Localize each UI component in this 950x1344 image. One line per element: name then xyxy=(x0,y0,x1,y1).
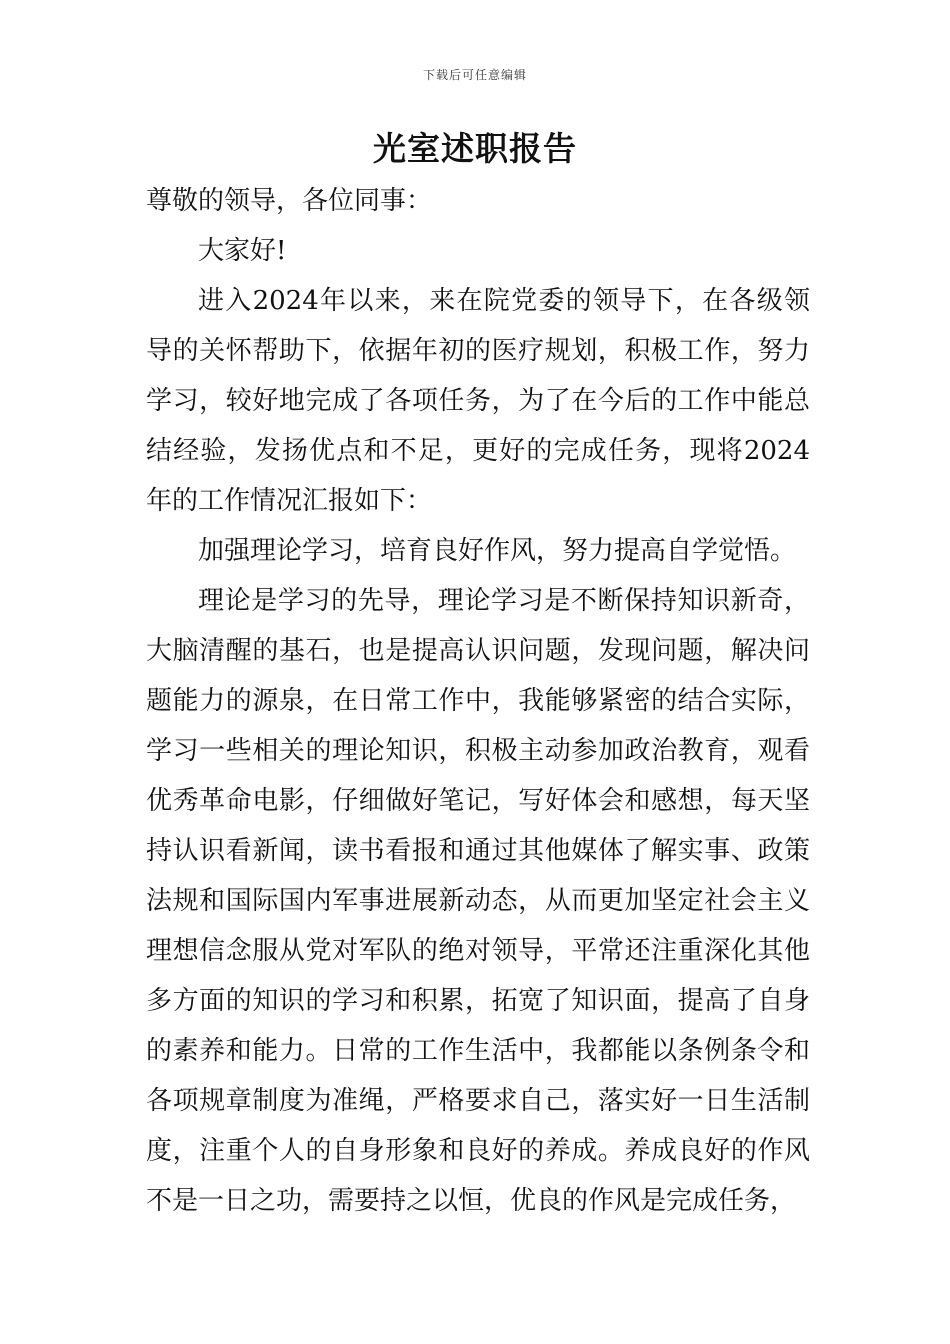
greeting: 大家好! xyxy=(198,236,287,266)
paragraph-theory: 理论是学习的先导，理论学习是不断保持知识新奇，大脑清醒的基石，也是提高认识问题，发现问题，解决问题能力的源泉，在日常工作中，我能够紧密的结合实际，学习一些相关的理论知识，积极主动参加政治教育，观看优秀革命电影，仔细做好笔记，写好体会和感想，每天坚持认识看新闻，读书看报和通过其他媒体了解实事、政策法规和国际国内军事进展新动态，从而更加坚定社会主义理想信念服从党对军队的绝对领导，平常还注重深化其他多方面的知识的学习和积累，拓宽了知识面，提高了自身的素养和能力。日常的工作生活中，我都能以条例条令和各项规章制度为准绳，严格要求自己，落实好一日生活制度，注重个人的自身形象和良好的养成。养成良好的作风不是一日之功，需要持之以恒，优良的作风是完成任务， xyxy=(146,586,810,1216)
header-note: 下载后可任意编辑 xyxy=(422,68,527,82)
document-body xyxy=(146,176,810,1226)
section-heading: 加强理论学习，培育良好作风，努力提高自学觉悟。 xyxy=(198,536,797,566)
salutation: 尊敬的领导，各位同事： xyxy=(146,186,433,216)
document-title: 光室述职报告 xyxy=(373,129,577,168)
paragraph-intro: 进入2024年以来，来在院党委的领导下，在各级领导的关怀帮助下，依据年初的医疗规划，积极工作，努力学习，较好地完成了各项任务，为了在今后的工作中能总结经验，发扬优点和不足，更好的完成任务，现将2024年的工作情况汇报如下： xyxy=(146,286,810,516)
